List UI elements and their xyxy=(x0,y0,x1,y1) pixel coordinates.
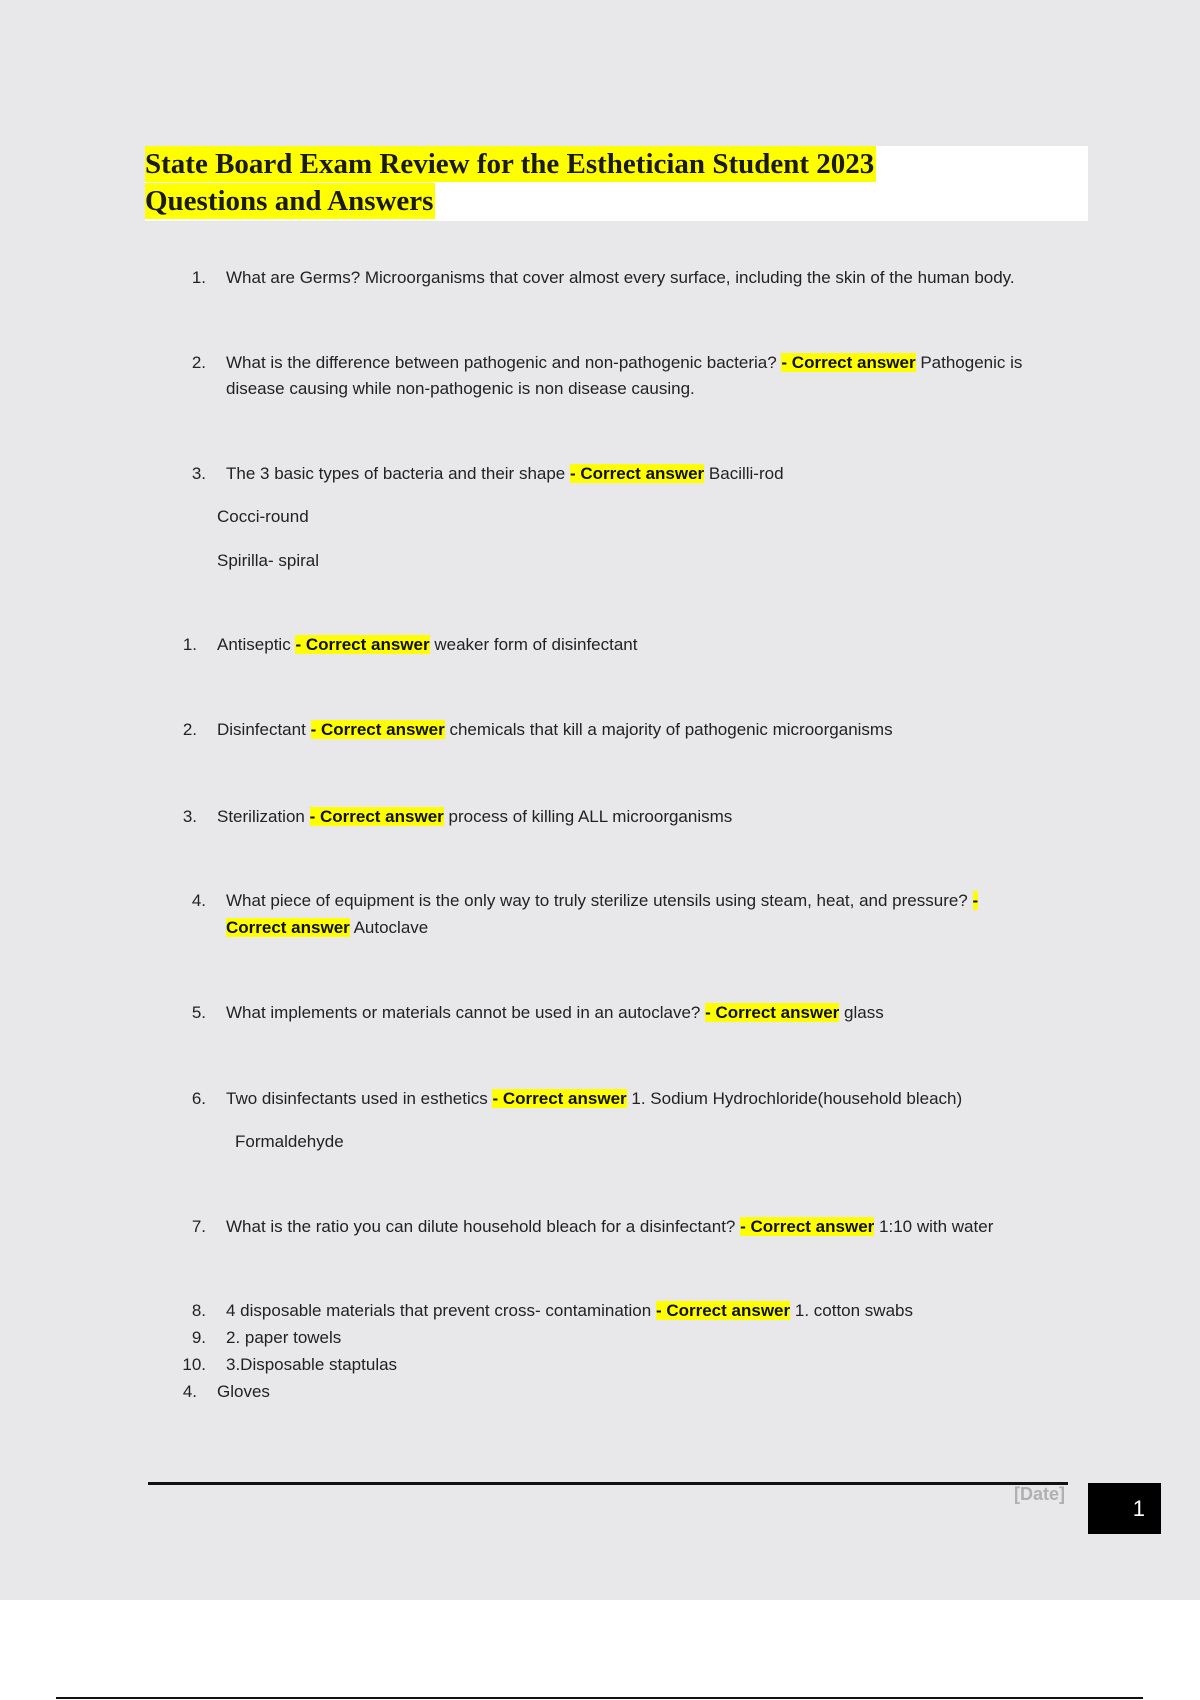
next-page-rule xyxy=(56,1697,1143,1699)
item-text xyxy=(226,461,784,487)
answer-text: process of killing ALL microorganisms xyxy=(448,807,733,826)
document-title-line-1: State Board Exam Review for the Esthetician Student 2023 xyxy=(145,148,875,180)
item-text xyxy=(226,888,978,914)
question-text: What piece of equipment is the only way to truly sterilize utensils using steam, heat, and pressure? xyxy=(226,891,968,910)
answer-text: Bacilli-rod xyxy=(708,464,784,483)
correct-answer-label: - Correct answer xyxy=(310,720,445,739)
item-number: 5. xyxy=(191,1003,206,1022)
item-text: 3.Disposable staptulas xyxy=(226,1355,398,1374)
item-text xyxy=(226,1086,962,1112)
item-number: 10. xyxy=(182,1355,206,1374)
answer-text: Autoclave xyxy=(353,918,429,937)
correct-answer-label: - Correct answer xyxy=(781,353,916,372)
item-text: What are Germs? Microorganisms that cover almost every surface, including the skin of the human body. xyxy=(226,268,1015,287)
item-number: 6. xyxy=(191,1089,206,1108)
correct-answer-label: - Correct answer xyxy=(740,1217,875,1236)
correct-answer-label: - Correct answer xyxy=(309,807,444,826)
question-text: Sterilization xyxy=(217,807,305,826)
item-number: 4. xyxy=(182,1382,197,1401)
question-text: Two disinfectants used in esthetics xyxy=(226,1089,488,1108)
correct-answer-label: - Correct answer xyxy=(655,1301,791,1320)
question-text: What is the ratio you can dilute household bleach for a disinfectant? xyxy=(226,1217,736,1236)
item-number: 1. xyxy=(191,268,206,287)
correct-answer-label: - Correct answer xyxy=(295,635,430,654)
item-number: 7. xyxy=(191,1217,206,1236)
item-number: 4. xyxy=(191,891,206,910)
question-text: 4 disposable materials that prevent cross- contamination xyxy=(226,1301,652,1320)
item-continuation xyxy=(226,915,428,941)
correct-answer-label-part: Correct answer xyxy=(226,918,350,937)
page-number: 1 xyxy=(1088,1483,1161,1534)
question-text: Antiseptic xyxy=(217,635,291,654)
item-number: 3. xyxy=(191,464,206,483)
correct-answer-label: - Correct answer xyxy=(705,1003,840,1022)
item-text xyxy=(217,717,893,743)
item-number: 9. xyxy=(191,1328,206,1347)
item-number: 2. xyxy=(191,353,206,372)
item-number: 8. xyxy=(191,1301,206,1320)
correct-answer-label: - Correct answer xyxy=(492,1089,627,1108)
item-text xyxy=(226,1214,993,1240)
question-text: Disinfectant xyxy=(217,720,306,739)
answer-text: weaker form of disinfectant xyxy=(434,635,638,654)
correct-answer-label-part: - xyxy=(972,891,979,910)
item-number: 2. xyxy=(182,720,197,739)
answer-extra-line: Cocci-round xyxy=(217,507,309,526)
question-text: What implements or materials cannot be used in an autoclave? xyxy=(226,1003,701,1022)
question-text: What is the difference between pathogenic and non-pathogenic bacteria? xyxy=(226,353,777,372)
item-number: 1. xyxy=(182,635,197,654)
correct-answer-label: - Correct answer xyxy=(570,464,705,483)
item-text xyxy=(226,350,1022,376)
item-number: 3. xyxy=(182,807,197,826)
item-text xyxy=(226,1000,884,1026)
item-continuation: disease causing while non-pathogenic is non disease causing. xyxy=(226,379,695,398)
answer-text: 1:10 with water xyxy=(879,1217,994,1236)
item-text: Gloves xyxy=(217,1382,270,1401)
answer-text: glass xyxy=(844,1003,884,1022)
item-text xyxy=(217,632,638,658)
answer-extra-line: Formaldehyde xyxy=(235,1132,344,1151)
answer-text: chemicals that kill a majority of pathogenic microorganisms xyxy=(449,720,893,739)
item-text: 2. paper towels xyxy=(226,1328,342,1347)
document-title-line-2: Questions and Answers xyxy=(145,185,434,217)
question-text: The 3 basic types of bacteria and their shape xyxy=(226,464,566,483)
item-text xyxy=(217,804,732,830)
answer-extra-line: Spirilla- spiral xyxy=(217,551,320,570)
item-text xyxy=(226,1298,913,1324)
title-block xyxy=(145,146,1088,221)
answer-text: 1. cotton swabs xyxy=(794,1301,913,1320)
answer-text: 1. Sodium Hydrochloride(household bleach) xyxy=(631,1089,963,1108)
footer-rule xyxy=(148,1482,1068,1485)
answer-text: Pathogenic is xyxy=(920,353,1023,372)
footer-date: [Date] xyxy=(1014,1484,1066,1504)
